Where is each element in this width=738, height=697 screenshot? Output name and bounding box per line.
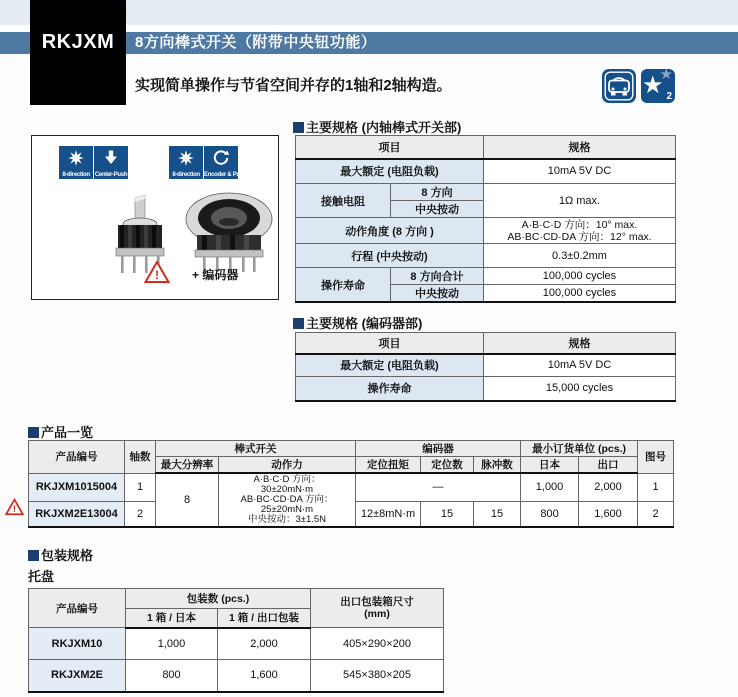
- table-cell: 8: [156, 473, 219, 527]
- table-cell: 2: [125, 501, 156, 527]
- column-header-detent: 定位数: [421, 457, 474, 474]
- spec-table-switch: [295, 135, 676, 303]
- product-number-cell: RKJXM2E13004: [29, 501, 125, 527]
- spec-value: A·B·C·D 方向：10° max. AB·BC·CD·DA 方向：12° max.: [484, 218, 676, 244]
- column-header-item: 项目: [296, 333, 484, 354]
- spec-value: 100,000 cycles: [484, 268, 676, 285]
- column-group-qty: 包装数 (pcs.): [126, 589, 311, 609]
- spec-sublabel: 8 方向合计: [391, 268, 484, 285]
- product-number-cell: RKJXM2E: [29, 660, 126, 692]
- spec-label: 接触电阻: [296, 184, 391, 218]
- table-cell: 1: [638, 473, 674, 501]
- spec-sublabel: 中央按动: [391, 285, 484, 303]
- packaging-table: [28, 588, 444, 693]
- column-group-stick: 棒式开关: [156, 441, 356, 457]
- product-code: RKJXM: [41, 31, 115, 53]
- column-header-export: 出口: [579, 457, 638, 474]
- column-header-box-size: 出口包装箱尺寸 (mm): [311, 589, 444, 628]
- spec-sublabel: 8 方向: [391, 184, 484, 201]
- spec-value: 10mA 5V DC: [484, 354, 676, 377]
- column-header-item: 项目: [296, 136, 484, 159]
- column-header-spec: 规格: [484, 136, 676, 159]
- column-group-moq: 最小订货单位 (pcs.): [521, 441, 638, 457]
- table-cell: 2,000: [218, 628, 311, 660]
- table-cell: 800: [126, 660, 218, 692]
- table-cell: 12±8mN·m: [356, 501, 421, 527]
- section-title-spec2: 主要规格 (编码器部): [293, 313, 422, 332]
- spec-label: 动作角度 (8 方向 ): [296, 218, 484, 244]
- page-subtitle: 实现简单操作与节省空间并存的1轴和2轴构造。: [135, 77, 452, 94]
- product-image-panel: [31, 135, 279, 300]
- spec-label: 最大额定 (电阻负载): [296, 159, 484, 184]
- warning-icon: [5, 498, 24, 516]
- column-header-japan: 日本: [521, 457, 579, 474]
- spec-label: 操作寿命: [296, 377, 484, 401]
- section-title-spec1: 主要规格 (内轴棒式开关部): [293, 117, 461, 136]
- encoder-caption: + 编码器: [192, 268, 239, 282]
- column-header-japan: 1 箱 / 日本: [126, 609, 218, 628]
- table-cell: —: [356, 473, 521, 501]
- column-header-spec: 规格: [484, 333, 676, 354]
- column-header-force: 动作力: [219, 457, 356, 474]
- table-cell: 545×380×205: [311, 660, 444, 692]
- table-cell: 2,000: [579, 473, 638, 501]
- section-marker-icon: [28, 550, 39, 561]
- product-number-cell: RKJXM10: [29, 628, 126, 660]
- big-star-icon: ★: [642, 72, 664, 99]
- spec-sublabel: 中央按动: [391, 201, 484, 218]
- small-star-icon: ★: [659, 66, 673, 83]
- column-header-part: 产品编号: [29, 441, 125, 474]
- table-cell: 1,600: [218, 660, 311, 692]
- section-title-packaging: 包装规格: [28, 545, 93, 564]
- column-header-axes: 轴数: [125, 441, 156, 474]
- tray-label: 托盘: [28, 569, 55, 584]
- column-header-resolution: 最大分辨率: [156, 457, 219, 474]
- svg-text:!: !: [12, 504, 17, 516]
- product-code-box: [30, 0, 126, 105]
- spec-value: 1Ω max.: [484, 184, 676, 218]
- spec-table-encoder: [295, 332, 676, 402]
- table-cell: 800: [521, 501, 579, 527]
- table-cell: 405×290×200: [311, 628, 444, 660]
- column-header-part: 产品编号: [29, 589, 126, 628]
- column-header-figure: 图号: [638, 441, 674, 474]
- spec-label: 行程 (中央按动): [296, 244, 484, 268]
- column-header-torque: 定位扭矩: [356, 457, 421, 474]
- product-number-cell: RKJXM1015004: [29, 473, 125, 501]
- section-marker-icon: [293, 318, 304, 329]
- table-cell: 15: [421, 501, 474, 527]
- section-marker-icon: [28, 427, 39, 438]
- table-cell-force: A·B·C·D 方向： 30±20mN·m AB·BC·CD·DA 方向： 25±20mN·m 中央按动：3±1.5N: [219, 473, 356, 527]
- spec-label: 最大额定 (电阻负载): [296, 354, 484, 377]
- warning-icon: [144, 260, 170, 284]
- feature-badge-encoder-push: [169, 146, 247, 179]
- table-cell: 1: [125, 473, 156, 501]
- spec-value: 15,000 cycles: [484, 377, 676, 401]
- center-push-icon: Center-Push: [94, 146, 128, 179]
- table-cell: 1,000: [126, 628, 218, 660]
- table-cell: 1,600: [579, 501, 638, 527]
- table-cell: 1,000: [521, 473, 579, 501]
- column-group-encoder: 编码器: [356, 441, 521, 457]
- column-header-pulse: 脉冲数: [474, 457, 521, 474]
- spec-value: 0.3±0.2mm: [484, 244, 676, 268]
- eight-direction-icon: 8-direction: [169, 146, 203, 179]
- svg-text:!: !: [155, 268, 159, 282]
- spec-label: 操作寿命: [296, 268, 391, 303]
- table-cell: 15: [474, 501, 521, 527]
- spec-value: 100,000 cycles: [484, 285, 676, 303]
- star-rating-icon: [641, 66, 675, 103]
- product-table: [28, 440, 674, 528]
- star-count: 2: [666, 91, 672, 102]
- page-title: 8方向棒式开关（附带中央钮功能）: [135, 34, 377, 51]
- feature-badge-center-push: [59, 146, 128, 179]
- eight-direction-icon: 8-direction: [59, 146, 93, 179]
- encoder-push-icon: Encoder & Push: [204, 146, 238, 179]
- automotive-icon: [602, 69, 636, 103]
- column-header-export: 1 箱 / 出口包装: [218, 609, 311, 628]
- section-marker-icon: [293, 122, 304, 133]
- section-title-products: 产品一览: [28, 422, 93, 441]
- spec-value: 10mA 5V DC: [484, 159, 676, 184]
- table-cell: 2: [638, 501, 674, 527]
